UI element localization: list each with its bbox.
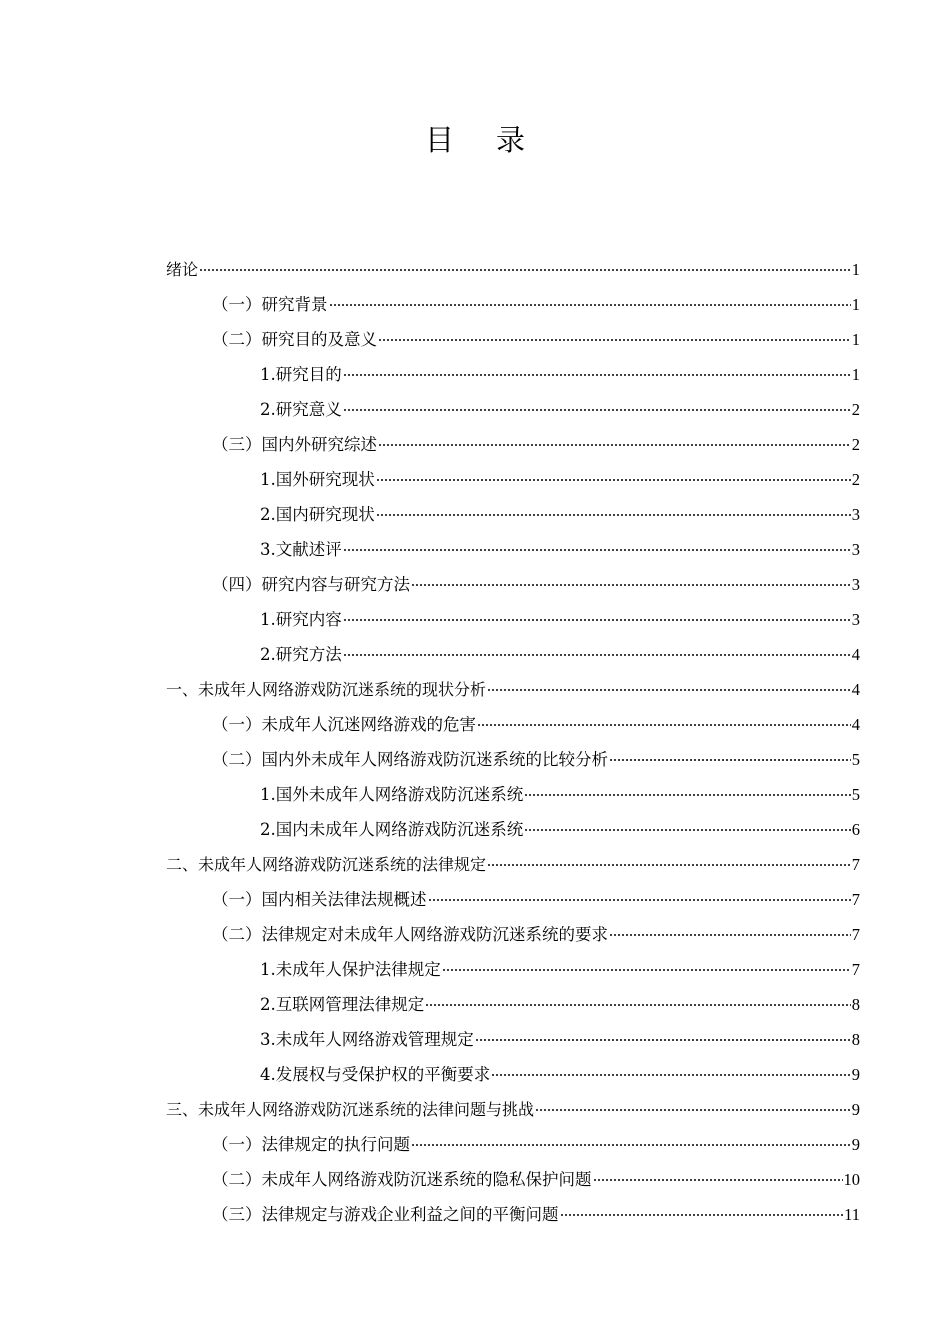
toc-entry-page-number: 3 [851,505,860,524]
toc-entry-label: （二）法律规定对未成年人网络游戏防沉迷系统的要求 [212,925,608,944]
toc-entry[interactable] [166,987,860,1022]
toc-entry[interactable] [166,602,860,637]
toc-dot-leader [343,409,851,411]
toc-entry[interactable] [166,392,860,427]
toc-entry-label: （三）法律规定与游戏企业利益之间的平衡问题 [212,1205,559,1224]
toc-entry-label: （三）国内外研究综述 [212,435,377,454]
toc-entry-page-number: 7 [851,855,860,874]
toc-entry-label: （二）研究目的及意义 [212,330,377,349]
toc-entry-label: （二）未成年人网络游戏防沉迷系统的隐私保护问题 [212,1170,592,1189]
toc-dot-leader [343,549,851,551]
toc-entry-label: 3.文献述评 [260,540,342,559]
toc-dot-leader [593,1179,843,1181]
toc-entry-label: （二）国内外未成年人网络游戏防沉迷系统的比较分析 [212,750,608,769]
toc-dot-leader [343,374,851,376]
toc-dot-leader [475,1039,851,1041]
toc-entry[interactable] [166,427,860,462]
toc-dot-leader [442,969,851,971]
toc-entry-label: 2.国内未成年人网络游戏防沉迷系统 [260,820,524,839]
toc-entry[interactable] [166,357,860,392]
toc-dot-leader [378,339,851,341]
page-title [0,118,950,159]
toc-entry[interactable] [166,847,860,882]
toc-dot-leader [491,1074,851,1076]
toc-entry-page-number: 3 [851,575,860,594]
toc-entry-page-number: 5 [851,785,860,804]
toc-entry[interactable] [166,742,860,777]
toc-entry[interactable] [166,497,860,532]
toc-entry-page-number: 4 [851,645,860,664]
toc-entry[interactable] [166,1127,860,1162]
toc-entry[interactable] [166,812,860,847]
toc-dot-leader [560,1214,844,1216]
toc-dot-leader [609,934,851,936]
toc-dot-leader [425,1004,851,1006]
toc-entry-label: 2.国内研究现状 [260,505,375,524]
toc-entry-page-number: 6 [851,820,860,839]
toc-dot-leader [378,444,851,446]
toc-entry[interactable] [166,1057,860,1092]
toc-entry-label: （一）研究背景 [212,295,328,314]
toc-entry[interactable] [166,882,860,917]
toc-entry-label: 4.发展权与受保护权的平衡要求 [260,1065,491,1084]
toc-entry-page-number: 3 [851,540,860,559]
toc-entry-label: 3.未成年人网络游戏管理规定 [260,1030,474,1049]
toc-dot-leader [428,899,851,901]
toc-entry-label: 1.研究目的 [260,365,342,384]
toc-dot-leader [535,1109,851,1111]
page-title-char-1: 目 [424,123,454,157]
toc-dot-leader [376,479,851,481]
toc-dot-leader [609,759,851,761]
toc-entry-page-number: 1 [851,260,860,279]
toc-entry-page-number: 7 [851,960,860,979]
toc-entry-label: （一）未成年人沉迷网络游戏的危害 [212,715,476,734]
toc-entry[interactable] [166,777,860,812]
toc-dot-leader [524,794,851,796]
toc-entry-label: 绪论 [166,260,199,279]
toc-entry[interactable] [166,1162,860,1197]
toc-entry-label: 一、未成年人网络游戏防沉迷系统的现状分析 [166,680,487,699]
table-of-contents [166,252,860,1232]
toc-entry-label: 三、未成年人网络游戏防沉迷系统的法律问题与挑战 [166,1100,535,1119]
toc-entry-page-number: 8 [851,1030,860,1049]
page-title-char-2: 录 [496,123,526,157]
toc-entry[interactable] [166,532,860,567]
toc-entry[interactable] [166,1197,860,1232]
toc-dot-leader [487,864,851,866]
toc-entry-page-number: 4 [851,715,860,734]
toc-entry-page-number: 1 [851,365,860,384]
toc-entry-label: （一）法律规定的执行问题 [212,1135,410,1154]
toc-dot-leader [329,304,851,306]
toc-entry-page-number: 1 [851,295,860,314]
toc-entry-page-number: 9 [851,1100,860,1119]
toc-dot-leader [199,269,851,271]
toc-entry-label: 2.研究方法 [260,645,342,664]
toc-entry-page-number: 2 [851,435,860,454]
toc-entry-label: 2.研究意义 [260,400,342,419]
toc-entry-page-number: 7 [851,890,860,909]
toc-entry-page-number: 2 [851,470,860,489]
toc-entry-label: 1.国外研究现状 [260,470,375,489]
toc-entry-label: （四）研究内容与研究方法 [212,575,410,594]
toc-entry-page-number: 5 [851,750,860,769]
toc-entry-page-number: 10 [843,1170,860,1189]
toc-entry-label: 1.国外未成年人网络游戏防沉迷系统 [260,785,524,804]
toc-entry[interactable] [166,567,860,602]
toc-entry[interactable] [166,1022,860,1057]
toc-entry[interactable] [166,707,860,742]
toc-dot-leader [524,829,851,831]
toc-entry[interactable] [166,252,860,287]
toc-dot-leader [487,689,851,691]
toc-entry-page-number: 2 [851,400,860,419]
toc-entry-label: 1.研究内容 [260,610,342,629]
toc-entry[interactable] [166,1092,860,1127]
toc-dot-leader [477,724,851,726]
toc-entry[interactable] [166,952,860,987]
toc-dot-leader [376,514,851,516]
toc-entry-page-number: 8 [851,995,860,1014]
toc-entry-label: 2.互联网管理法律规定 [260,995,425,1014]
toc-entry[interactable] [166,462,860,497]
toc-entry-page-number: 3 [851,610,860,629]
toc-entry-page-number: 11 [844,1205,860,1224]
toc-entry[interactable] [166,917,860,952]
toc-entry-label: 1.未成年人保护法律规定 [260,960,441,979]
toc-dot-leader [411,584,851,586]
toc-entry-page-number: 9 [851,1135,860,1154]
toc-entry[interactable] [166,287,860,322]
toc-dot-leader [343,654,851,656]
toc-entry-page-number: 1 [851,330,860,349]
toc-entry-page-number: 4 [851,680,860,699]
toc-entry[interactable] [166,672,860,707]
toc-entry-page-number: 7 [851,925,860,944]
toc-entry[interactable] [166,322,860,357]
toc-dot-leader [411,1144,851,1146]
toc-entry-label: 二、未成年人网络游戏防沉迷系统的法律规定 [166,855,487,874]
toc-entry[interactable] [166,637,860,672]
toc-entry-label: （一）国内相关法律法规概述 [212,890,427,909]
toc-dot-leader [343,619,851,621]
toc-entry-page-number: 9 [851,1065,860,1084]
